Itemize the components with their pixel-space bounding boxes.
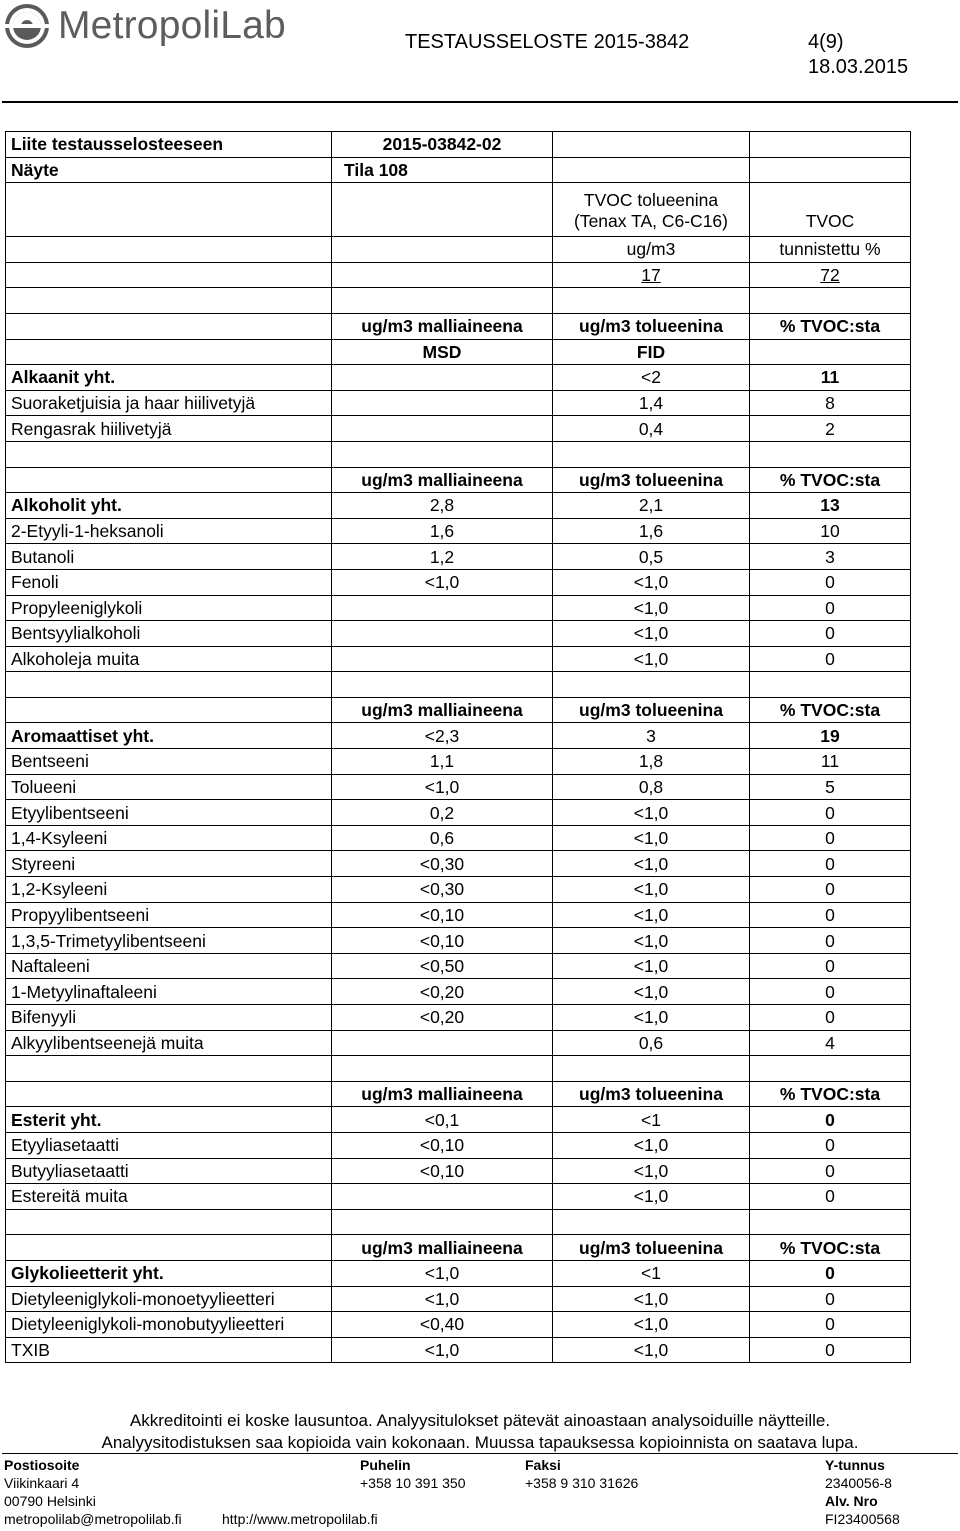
value-tvoc-pct: 8 <box>750 390 911 416</box>
column-header-row <box>6 697 911 723</box>
compound-row <box>6 390 911 416</box>
results-table <box>5 131 911 1363</box>
compound-row <box>6 1132 911 1158</box>
compound-name: Alkaanit yht. <box>6 365 332 391</box>
value-model: <1,0 <box>332 774 553 800</box>
compound-name: Suoraketjuisia ja haar hiilivetyjä <box>6 390 332 416</box>
value-tvoc-pct: 19 <box>750 723 911 749</box>
value-model: 1,6 <box>332 518 553 544</box>
value-tvoc-pct: 0 <box>750 902 911 928</box>
value-toluene: <1,0 <box>553 825 750 851</box>
compound-name: Dietyleeniglykoli-monobutyylieetteri <box>6 1312 332 1338</box>
col-header-toluene: ug/m3 tolueenina <box>553 1081 750 1107</box>
value-tvoc-pct: 0 <box>750 928 911 954</box>
value-tvoc-pct: 0 <box>750 1184 911 1210</box>
value-model: <0,30 <box>332 877 553 903</box>
value-toluene: <1,0 <box>553 1132 750 1158</box>
compound-row <box>6 595 911 621</box>
compound-row <box>6 851 911 877</box>
value-model: <1,0 <box>332 1286 553 1312</box>
compound-name: Estereitä muita <box>6 1184 332 1210</box>
spacer-row <box>6 441 911 467</box>
compound-name: Alkoholeja muita <box>6 646 332 672</box>
value-toluene: 0,5 <box>553 544 750 570</box>
footer-phone: +358 10 391 350 <box>360 1475 466 1491</box>
compound-name: Etyylibentseeni <box>6 800 332 826</box>
value-toluene: <1 <box>553 1107 750 1133</box>
value-model: <0,10 <box>332 1132 553 1158</box>
logo-mark-icon <box>3 2 51 50</box>
compound-row <box>6 800 911 826</box>
value-model: <0,10 <box>332 902 553 928</box>
compound-row <box>6 1030 911 1056</box>
value-tvoc-pct: 3 <box>750 544 911 570</box>
compound-row <box>6 877 911 903</box>
value-tvoc-pct: 2 <box>750 416 911 442</box>
value-model: <0,50 <box>332 953 553 979</box>
compound-row <box>6 544 911 570</box>
value-toluene: <1,0 <box>553 928 750 954</box>
compound-row <box>6 1286 911 1312</box>
value-toluene: <1,0 <box>553 646 750 672</box>
value-model <box>332 595 553 621</box>
compound-name: 1,4-Ksyleeni <box>6 825 332 851</box>
value-tvoc-pct: 0 <box>750 851 911 877</box>
group-total-row <box>6 1260 911 1286</box>
compound-row <box>6 928 911 954</box>
value-model: <0,10 <box>332 1158 553 1184</box>
value-tvoc-pct: 0 <box>750 1158 911 1184</box>
appendix-value: 2015-03842-02 <box>332 132 553 158</box>
column-header-row <box>6 1235 911 1261</box>
value-model: <0,20 <box>332 1005 553 1031</box>
tvoc-value-row <box>6 262 911 288</box>
col-header-tvoc-pct: % TVOC:sta <box>750 1235 911 1261</box>
value-tvoc-pct: 0 <box>750 646 911 672</box>
value-toluene: 1,4 <box>553 390 750 416</box>
column-header-row <box>6 467 911 493</box>
compound-name: Styreeni <box>6 851 332 877</box>
value-toluene: <2 <box>553 365 750 391</box>
compound-row <box>6 416 911 442</box>
compound-name: Bentseeni <box>6 749 332 775</box>
value-toluene: <1,0 <box>553 979 750 1005</box>
value-toluene: <1,0 <box>553 1286 750 1312</box>
value-model <box>332 1184 553 1210</box>
value-tvoc-pct: 0 <box>750 1286 911 1312</box>
compound-name: Etyyliasetaatti <box>6 1132 332 1158</box>
value-tvoc-pct: 0 <box>750 1337 911 1363</box>
compound-name: 1,2-Ksyleeni <box>6 877 332 903</box>
value-tvoc-pct: 10 <box>750 518 911 544</box>
value-toluene: <1,0 <box>553 800 750 826</box>
value-tvoc-pct: 5 <box>750 774 911 800</box>
compound-row <box>6 1184 911 1210</box>
footer-website-link[interactable]: http://www.metropolilab.fi <box>222 1511 378 1527</box>
footer-ytunnus-label: Y-tunnus <box>825 1457 885 1473</box>
compound-name: Alkoholit yht. <box>6 493 332 519</box>
value-model: <0,10 <box>332 928 553 954</box>
value-toluene: 0,6 <box>553 1030 750 1056</box>
col-header-toluene: ug/m3 tolueenina <box>553 1235 750 1261</box>
value-tvoc-pct: 0 <box>750 877 911 903</box>
compound-name: Bifenyyli <box>6 1005 332 1031</box>
footer-note-accreditation: Akkreditointi ei koske lausuntoa. Analyysitulokset pätevät ainoastaan analysoiduille näytteille. <box>129 1411 831 1430</box>
group-total-row <box>6 365 911 391</box>
value-model: <1,0 <box>332 1260 553 1286</box>
value-toluene: <1,0 <box>553 569 750 595</box>
compound-name: Rengasrak hiilivetyjä <box>6 416 332 442</box>
compound-row <box>6 1005 911 1031</box>
value-tvoc-pct: 4 <box>750 1030 911 1056</box>
column-header-row <box>6 313 911 339</box>
compound-name: 1-Metyylinaftaleeni <box>6 979 332 1005</box>
tvoc-unit: ug/m3 <box>553 237 750 263</box>
value-model: 1,2 <box>332 544 553 570</box>
compound-row <box>6 518 911 544</box>
spacer-row <box>6 1209 911 1235</box>
value-model: <1,0 <box>332 569 553 595</box>
col-header-tvoc-pct: % TVOC:sta <box>750 313 911 339</box>
value-toluene: 3 <box>553 723 750 749</box>
value-toluene: 0,8 <box>553 774 750 800</box>
footer-alv: FI23400568 <box>825 1511 900 1527</box>
method-fid: FID <box>553 339 750 365</box>
compound-name: TXIB <box>6 1337 332 1363</box>
value-tvoc-pct: 0 <box>750 621 911 647</box>
footer-address-label: Postiosoite <box>4 1457 80 1473</box>
company-logo <box>3 2 286 50</box>
tvoc-toluene-header: TVOC tolueenina (Tenax TA, C6-C16) <box>553 183 750 237</box>
value-model <box>332 621 553 647</box>
value-model: <0,30 <box>332 851 553 877</box>
compound-name: 1,3,5-Trimetyylibentseeni <box>6 928 332 954</box>
compound-name: Dietyleeniglykoli-monoetyylieetteri <box>6 1286 332 1312</box>
compound-name: Aromaattiset yht. <box>6 723 332 749</box>
footer-note-copying: Analyysitodistuksen saa kopioida vain kokonaan. Muussa tapauksessa kopioinnista on saatava lupa. <box>101 1433 859 1452</box>
compound-name: Alkyylibentseenejä muita <box>6 1030 332 1056</box>
compound-name: Propyylibentseeni <box>6 902 332 928</box>
method-row <box>6 339 911 365</box>
value-model <box>332 416 553 442</box>
footer-address-line1: Viikinkaari 4 <box>4 1475 80 1491</box>
report-date: 18.03.2015 <box>808 56 909 78</box>
value-toluene: <1 <box>553 1260 750 1286</box>
value-toluene: <1,0 <box>553 1184 750 1210</box>
value-tvoc-pct: 0 <box>750 569 911 595</box>
value-model: 1,1 <box>332 749 553 775</box>
compound-name: Butyyliasetaatti <box>6 1158 332 1184</box>
compound-name: Naftaleeni <box>6 953 332 979</box>
value-tvoc-pct: 0 <box>750 595 911 621</box>
value-model: <0,20 <box>332 979 553 1005</box>
tvoc-unit-row <box>6 237 911 263</box>
compound-name: Propyleeniglykoli <box>6 595 332 621</box>
compound-name: Butanoli <box>6 544 332 570</box>
header-divider <box>2 101 958 103</box>
footer-fax-label: Faksi <box>525 1457 561 1473</box>
footer-divider <box>2 1453 958 1454</box>
compound-row <box>6 621 911 647</box>
value-toluene: <1,0 <box>553 1337 750 1363</box>
value-model: 0,2 <box>332 800 553 826</box>
group-total-row <box>6 723 911 749</box>
value-model: <1,0 <box>332 1337 553 1363</box>
value-toluene: <1,0 <box>553 1158 750 1184</box>
col-header-tvoc-pct: % TVOC:sta <box>750 697 911 723</box>
tvoc-header-row <box>6 183 911 237</box>
footer-ytunnus: 2340056-8 <box>825 1475 892 1491</box>
footer-phone-label: Puhelin <box>360 1457 411 1473</box>
method-msd: MSD <box>332 339 553 365</box>
value-tvoc-pct: 0 <box>750 825 911 851</box>
page-number: 4(9) <box>808 31 844 53</box>
value-tvoc-pct: 0 <box>750 1107 911 1133</box>
value-model: <0,1 <box>332 1107 553 1133</box>
appendix-row <box>6 132 911 158</box>
value-toluene: 1,8 <box>553 749 750 775</box>
compound-name: Fenoli <box>6 569 332 595</box>
col-header-model: ug/m3 malliaineena <box>332 697 553 723</box>
value-toluene: <1,0 <box>553 595 750 621</box>
value-model: 0,6 <box>332 825 553 851</box>
value-tvoc-pct: 0 <box>750 979 911 1005</box>
footer-fax: +358 9 310 31626 <box>525 1475 639 1491</box>
sample-row <box>6 157 911 183</box>
compound-row <box>6 1337 911 1363</box>
spacer-row <box>6 1056 911 1082</box>
tvoc-header: TVOC <box>750 183 911 237</box>
value-toluene: <1,0 <box>553 902 750 928</box>
compound-row <box>6 646 911 672</box>
spacer-row <box>6 672 911 698</box>
group-total-row <box>6 493 911 519</box>
compound-name: 2-Etyyli-1-heksanoli <box>6 518 332 544</box>
appendix-label: Liite testausselosteeseen <box>6 132 332 158</box>
compound-name: Tolueeni <box>6 774 332 800</box>
sample-value: Tila 108 <box>332 157 553 183</box>
value-model <box>332 365 553 391</box>
col-header-model: ug/m3 malliaineena <box>332 467 553 493</box>
tvoc-identified-unit: tunnistettu % <box>750 237 911 263</box>
compound-row <box>6 774 911 800</box>
compound-row <box>6 749 911 775</box>
value-model: <2,3 <box>332 723 553 749</box>
value-tvoc-pct: 11 <box>750 749 911 775</box>
logo-text: MetropoliLab <box>58 4 286 47</box>
compound-row <box>6 953 911 979</box>
col-header-toluene: ug/m3 tolueenina <box>553 697 750 723</box>
footer-address-line2: 00790 Helsinki <box>4 1493 96 1509</box>
col-header-model: ug/m3 malliaineena <box>332 1081 553 1107</box>
col-header-tvoc-pct: % TVOC:sta <box>750 1081 911 1107</box>
value-toluene: <1,0 <box>553 621 750 647</box>
compound-row <box>6 569 911 595</box>
value-toluene: 2,1 <box>553 493 750 519</box>
value-tvoc-pct: 0 <box>750 1005 911 1031</box>
value-tvoc-pct: 0 <box>750 1260 911 1286</box>
value-tvoc-pct: 0 <box>750 953 911 979</box>
value-tvoc-pct: 0 <box>750 1312 911 1338</box>
value-tvoc-pct: 13 <box>750 493 911 519</box>
value-tvoc-pct: 0 <box>750 800 911 826</box>
value-toluene: <1,0 <box>553 1312 750 1338</box>
tvoc-value: 17 <box>553 262 750 288</box>
value-toluene: 0,4 <box>553 416 750 442</box>
compound-row <box>6 825 911 851</box>
value-toluene: 1,6 <box>553 518 750 544</box>
col-header-model: ug/m3 malliaineena <box>332 313 553 339</box>
value-tvoc-pct: 11 <box>750 365 911 391</box>
sample-label: Näyte <box>6 157 332 183</box>
col-header-toluene: ug/m3 tolueenina <box>553 467 750 493</box>
value-toluene: <1,0 <box>553 877 750 903</box>
spacer-row <box>6 288 911 314</box>
col-header-tvoc-pct: % TVOC:sta <box>750 467 911 493</box>
footer-alv-label: Alv. Nro <box>825 1493 878 1509</box>
value-model <box>332 646 553 672</box>
compound-name: Glykolieetterit yht. <box>6 1260 332 1286</box>
column-header-row <box>6 1081 911 1107</box>
value-tvoc-pct: 0 <box>750 1132 911 1158</box>
tvoc-identified-value: 72 <box>750 262 911 288</box>
compound-row <box>6 1158 911 1184</box>
compound-row <box>6 1312 911 1338</box>
value-model <box>332 390 553 416</box>
value-toluene: <1,0 <box>553 953 750 979</box>
compound-row <box>6 902 911 928</box>
compound-name: Bentsyylialkoholi <box>6 621 332 647</box>
value-model: <0,40 <box>332 1312 553 1338</box>
footer-email-link[interactable]: metropolilab@metropolilab.fi <box>4 1511 182 1527</box>
col-header-toluene: ug/m3 tolueenina <box>553 313 750 339</box>
value-toluene: <1,0 <box>553 851 750 877</box>
value-model: 2,8 <box>332 493 553 519</box>
report-title: TESTAUSSELOSTE 2015-3842 <box>405 31 690 53</box>
compound-row <box>6 979 911 1005</box>
value-toluene: <1,0 <box>553 1005 750 1031</box>
group-total-row <box>6 1107 911 1133</box>
col-header-model: ug/m3 malliaineena <box>332 1235 553 1261</box>
value-model <box>332 1030 553 1056</box>
compound-name: Esterit yht. <box>6 1107 332 1133</box>
